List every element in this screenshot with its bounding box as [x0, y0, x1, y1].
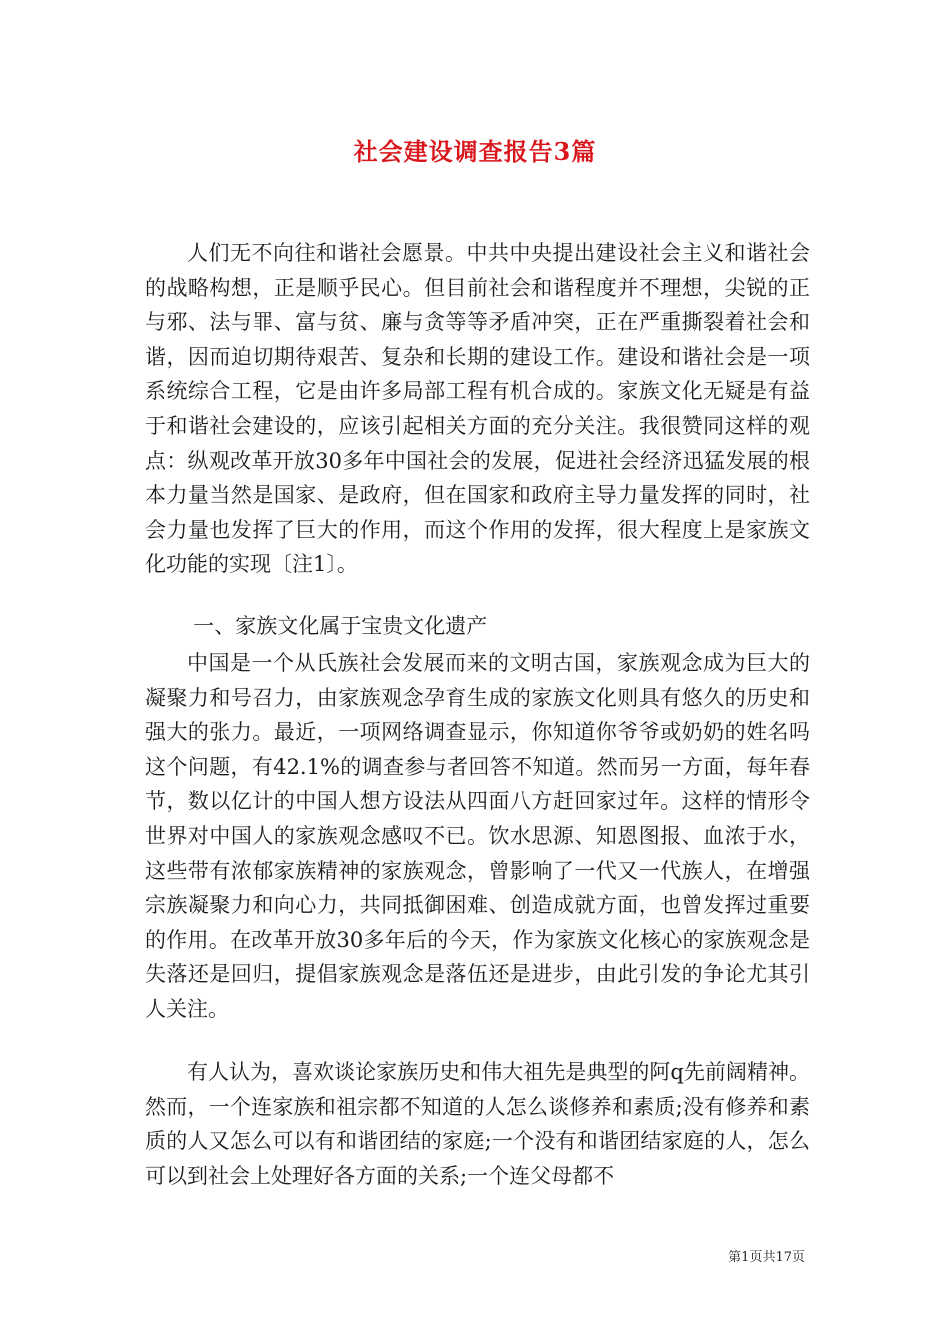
document-title: 社会建设调查报告3篇 — [353, 137, 597, 166]
paragraph-opinion: 有人认为，喜欢谈论家族历史和伟大祖先是典型的阿q先前阔精神。然而，一个连家族和祖宗都不知道的人怎么谈修养和素质;没有修养和素质的人又怎么可以有和谐团结的家庭;一个没有和谐团结家庭的人，怎么可以到社会上处理好各方面的关系;一个连父母都不 — [145, 1060, 810, 1188]
paragraph-family-culture: 中国是一个从氏族社会发展而来的文明古国，家族观念成为巨大的凝聚力和号召力，由家族观念孕育生成的家族文化则具有悠久的历史和强大的张力。最近，一项网络调查显示，你知道你爷爷或奶奶的姓名吗这个问题，有42.1%的调查参与者回答不知道。然而另一方面，每年春节，数以亿计的中国人想方设法从四面八方赶回家过年。这样的情形令世界对中国人的家族观念感叹不已。饮水思源、知恩图报、血浓于水，这些带有浓郁家族精神的家族观念，曾影响了一代又一代族人，在增强宗族凝聚力和向心力，共同抵御困难、创造成就方面，也曾发挥过重要的作用。在改革开放30多年后的今天，作为家族文化核心的家族观念是失落还是回归，提倡家族观念是落伍还是进步，由此引发的争论尤其引人关注。 — [145, 651, 810, 1021]
paragraph-intro: 人们无不向往和谐社会愿景。中共中央提出建设社会主义和谐社会的战略构想，正是顺乎民心。但目前社会和谐程度并不理想，尖锐的正与邪、法与罪、富与贫、廉与贪等等矛盾冲突，正在严重撕裂着社会和谐，因而迫切期待艰苦、复杂和长期的建设工作。建设和谐社会是一项系统综合工程，它是由许多局部工程有机合成的。家族文化无疑是有益于和谐社会建设的，应该引起相关方面的充分关注。我很赞同这样的观点：纵观改革开放30多年中国社会的发展，促进社会经济迅猛发展的根本力量当然是国家、是政府，但在国家和政府主导力量发挥的同时，社会力量也发挥了巨大的作用，而这个作用的发挥，很大程度上是家族文化功能的实现〔注1〕。 — [145, 241, 810, 577]
page-footer: 第1页共17页 — [728, 1250, 805, 1265]
section-heading: 一、家族文化属于宝贵文化遗产 — [193, 614, 488, 638]
